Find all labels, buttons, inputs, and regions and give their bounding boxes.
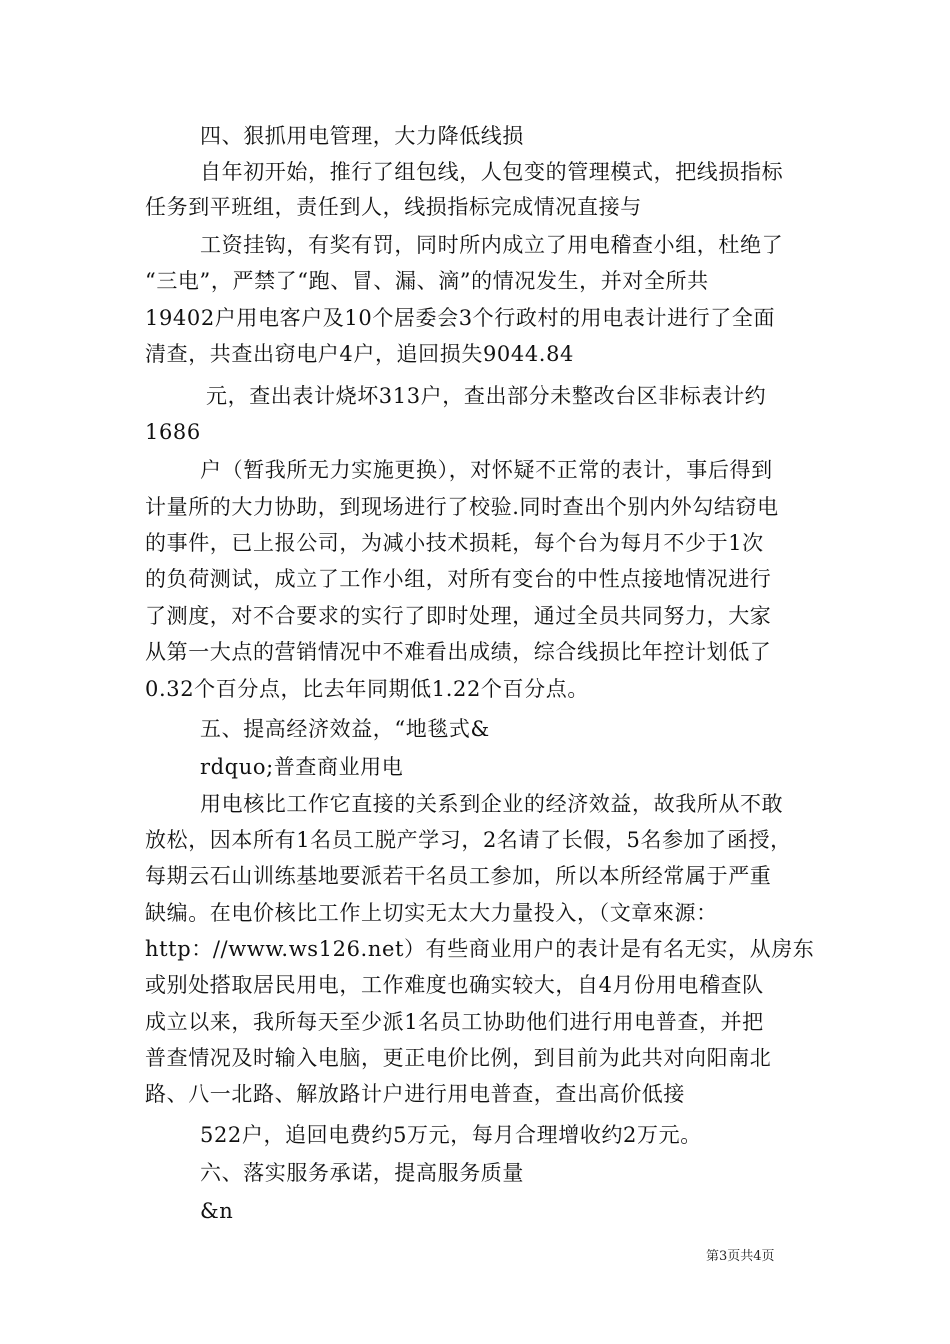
paragraph-line: 计量所的大力协助，到现场进行了校验.同时查出个别内外勾结窃电 [145, 495, 779, 519]
paragraph-line: http：//www.ws126.net）有些商业用户的表计是有名无实，从房东 [145, 937, 815, 961]
paragraph-line: 户（暂我所无力实施更换），对怀疑不正常的表计，事后得到 [200, 458, 773, 482]
paragraph-line: 了测度，对不合要求的实行了即时处理，通过全员共同努力，大家 [145, 604, 772, 628]
paragraph-line: 路、八一北路、解放路计户进行用电普查，查出高价低接 [145, 1082, 685, 1106]
paragraph-line: 清查，共查出窃电户4户，追回损失9044.84 [145, 342, 574, 366]
paragraph-line: 19402户用电客户及10个居委会3个行政村的用电表计进行了全面 [145, 306, 776, 330]
paragraph-line: 元，查出表计烧坏313户，查出部分未整改台区非标表计约 [206, 384, 767, 408]
paragraph-line: 自年初开始，推行了组包线，人包变的管理模式，把线损指标 [200, 160, 784, 184]
paragraph-line: 1686 [145, 420, 201, 444]
paragraph-line: 的负荷测试，成立了工作小组，对所有变台的中性点接地情况进行 [145, 567, 772, 591]
paragraph-line: “三电”，严禁了“跑、冒、漏、滴”的情况发生，并对全所共 [145, 269, 709, 293]
paragraph-line: 成立以来，我所每天至少派1名员工协助他们进行用电普查，并把 [145, 1010, 764, 1034]
section-heading-4: 四、狠抓用电管理，大力降低线损 [200, 124, 524, 148]
paragraph-line: 的事件，已上报公司，为减小技术损耗，每个台为每月不少于1次 [145, 531, 764, 555]
paragraph-line: 522户，追回电费约5万元，每月合理增收约2万元。 [200, 1123, 702, 1147]
paragraph-line: 放松，因本所有1名员工脱产学习，2名请了长假，5名参加了函授， [145, 828, 792, 852]
page-number-footer: 第3页共4页 [706, 1249, 775, 1264]
paragraph-line: 0.32个百分点，比去年同期低1.22个百分点。 [145, 677, 589, 701]
paragraph-line: 缺编。在电价核比工作上切实无太大力量投入，（文章來源： [145, 901, 718, 925]
paragraph-line: 用电核比工作它直接的关系到企业的经济效益，故我所从不敢 [200, 792, 784, 816]
section-heading-5: 五、提高经济效益，“地毯式& [200, 717, 490, 741]
paragraph-line: 每期云石山训练基地要派若干名员工参加，所以本所经常属于严重 [145, 864, 772, 888]
paragraph-line: 任务到平班组，责任到人，线损指标完成情况直接与 [145, 195, 642, 219]
paragraph-line: 普查情况及时输入电脑，更正电价比例，到目前为此共对向阳南北 [145, 1046, 772, 1070]
paragraph-line: 从第一大点的营销情况中不难看出成绩，综合线损比年控计划低了 [145, 640, 772, 664]
section-heading-5-cont: rdquo;普查商业用电 [200, 755, 404, 779]
paragraph-line: 工资挂钩，有奖有罚，同时所内成立了用电稽查小组，杜绝了 [200, 233, 784, 257]
section-heading-6: 六、落实服务承诺，提高服务质量 [200, 1161, 524, 1185]
paragraph-line: 或别处搭取居民用电，工作难度也确实较大，自4月份用电稽查队 [145, 973, 764, 997]
paragraph-line: &n [200, 1199, 234, 1223]
